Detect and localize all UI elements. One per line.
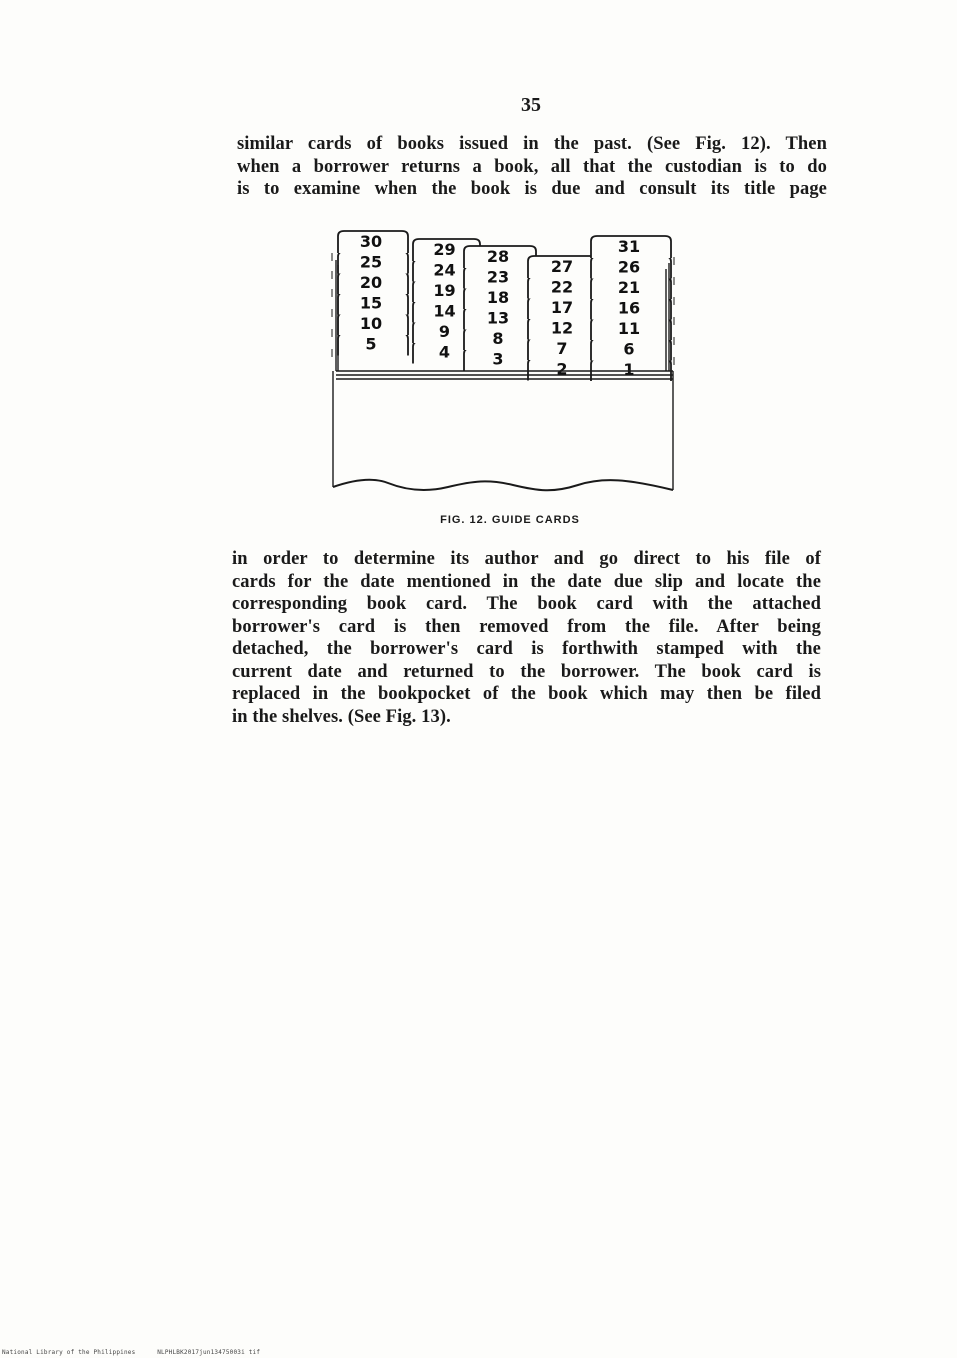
guide-card-number: 10 xyxy=(359,314,383,333)
text-line: similar cards of books issued in the past. (See Fig. 12). Then xyxy=(237,134,827,154)
guide-card-number: 4 xyxy=(438,342,451,362)
figure-caption: FIG. 12. GUIDE CARDS xyxy=(440,514,580,526)
text-line: is to examine when the book is due and consult its title page xyxy=(237,179,827,199)
text-line: detached, the borrower's card is forthwith stamped with the xyxy=(232,639,821,659)
guide-card-number: 27 xyxy=(550,257,574,276)
guide-card-number: 24 xyxy=(433,260,456,280)
text-line: when a borrower returns a book, all that the custodian is to do xyxy=(237,156,827,177)
page-number: 35 xyxy=(521,94,541,116)
guide-card-number: 31 xyxy=(617,237,641,256)
guide-card-number: 14 xyxy=(433,301,456,321)
guide-card-number: 16 xyxy=(617,298,641,318)
guide-card-number: 6 xyxy=(623,339,635,359)
paragraph-1 xyxy=(237,133,827,201)
text-line: cards for the date mentioned in the date due slip and locate the xyxy=(232,571,821,592)
guide-card-number: 15 xyxy=(359,293,383,313)
guide-card-number: 9 xyxy=(438,322,451,341)
guide-card-number: 17 xyxy=(550,298,574,317)
guide-card-number: 2 xyxy=(556,359,568,379)
guide-card-number: 8 xyxy=(492,329,504,348)
guide-card-number: 5 xyxy=(365,334,377,354)
text-line: replaced in the bookpocket of the book which may then be filed xyxy=(232,684,821,704)
text-line: corresponding book card. The book card with the attached xyxy=(232,594,821,614)
guide-card-number: 21 xyxy=(617,278,641,297)
text-line: in the shelves. (See Fig. 13). xyxy=(232,706,451,727)
footer-library: National Library of the Philippines xyxy=(2,1349,136,1356)
text-line: in order to determine its author and go direct to his file of xyxy=(232,549,821,569)
footer-code: NLPHLBK2017jun13475003i tif xyxy=(157,1349,261,1356)
guide-card-number: 11 xyxy=(617,319,641,338)
guide-card-number: 23 xyxy=(486,267,510,287)
scan-footer xyxy=(2,1349,278,1356)
text-line: current date and returned to the borrower. The book card is xyxy=(232,661,821,682)
text-line: borrower's card is then removed from the file. After being xyxy=(232,616,821,637)
guide-card-number: 1 xyxy=(623,360,635,379)
guide-card-number: 18 xyxy=(486,288,510,307)
guide-card-number: 13 xyxy=(486,308,510,328)
guide-card-number: 12 xyxy=(550,318,574,338)
guide-card-number: 22 xyxy=(550,277,574,297)
guide-card-number: 26 xyxy=(617,257,641,277)
guide-cards-figure xyxy=(328,225,678,500)
guide-card-number: 7 xyxy=(556,339,568,358)
guide-card-number: 20 xyxy=(359,273,383,292)
guide-card-number: 19 xyxy=(433,281,456,300)
guide-card-number: 28 xyxy=(486,247,510,266)
guide-card-number: 30 xyxy=(359,232,383,251)
guide-card-number: 25 xyxy=(359,252,383,272)
guide-card-number: 29 xyxy=(433,240,456,259)
paragraph-2 xyxy=(232,548,821,728)
guide-card-number: 3 xyxy=(492,349,504,369)
